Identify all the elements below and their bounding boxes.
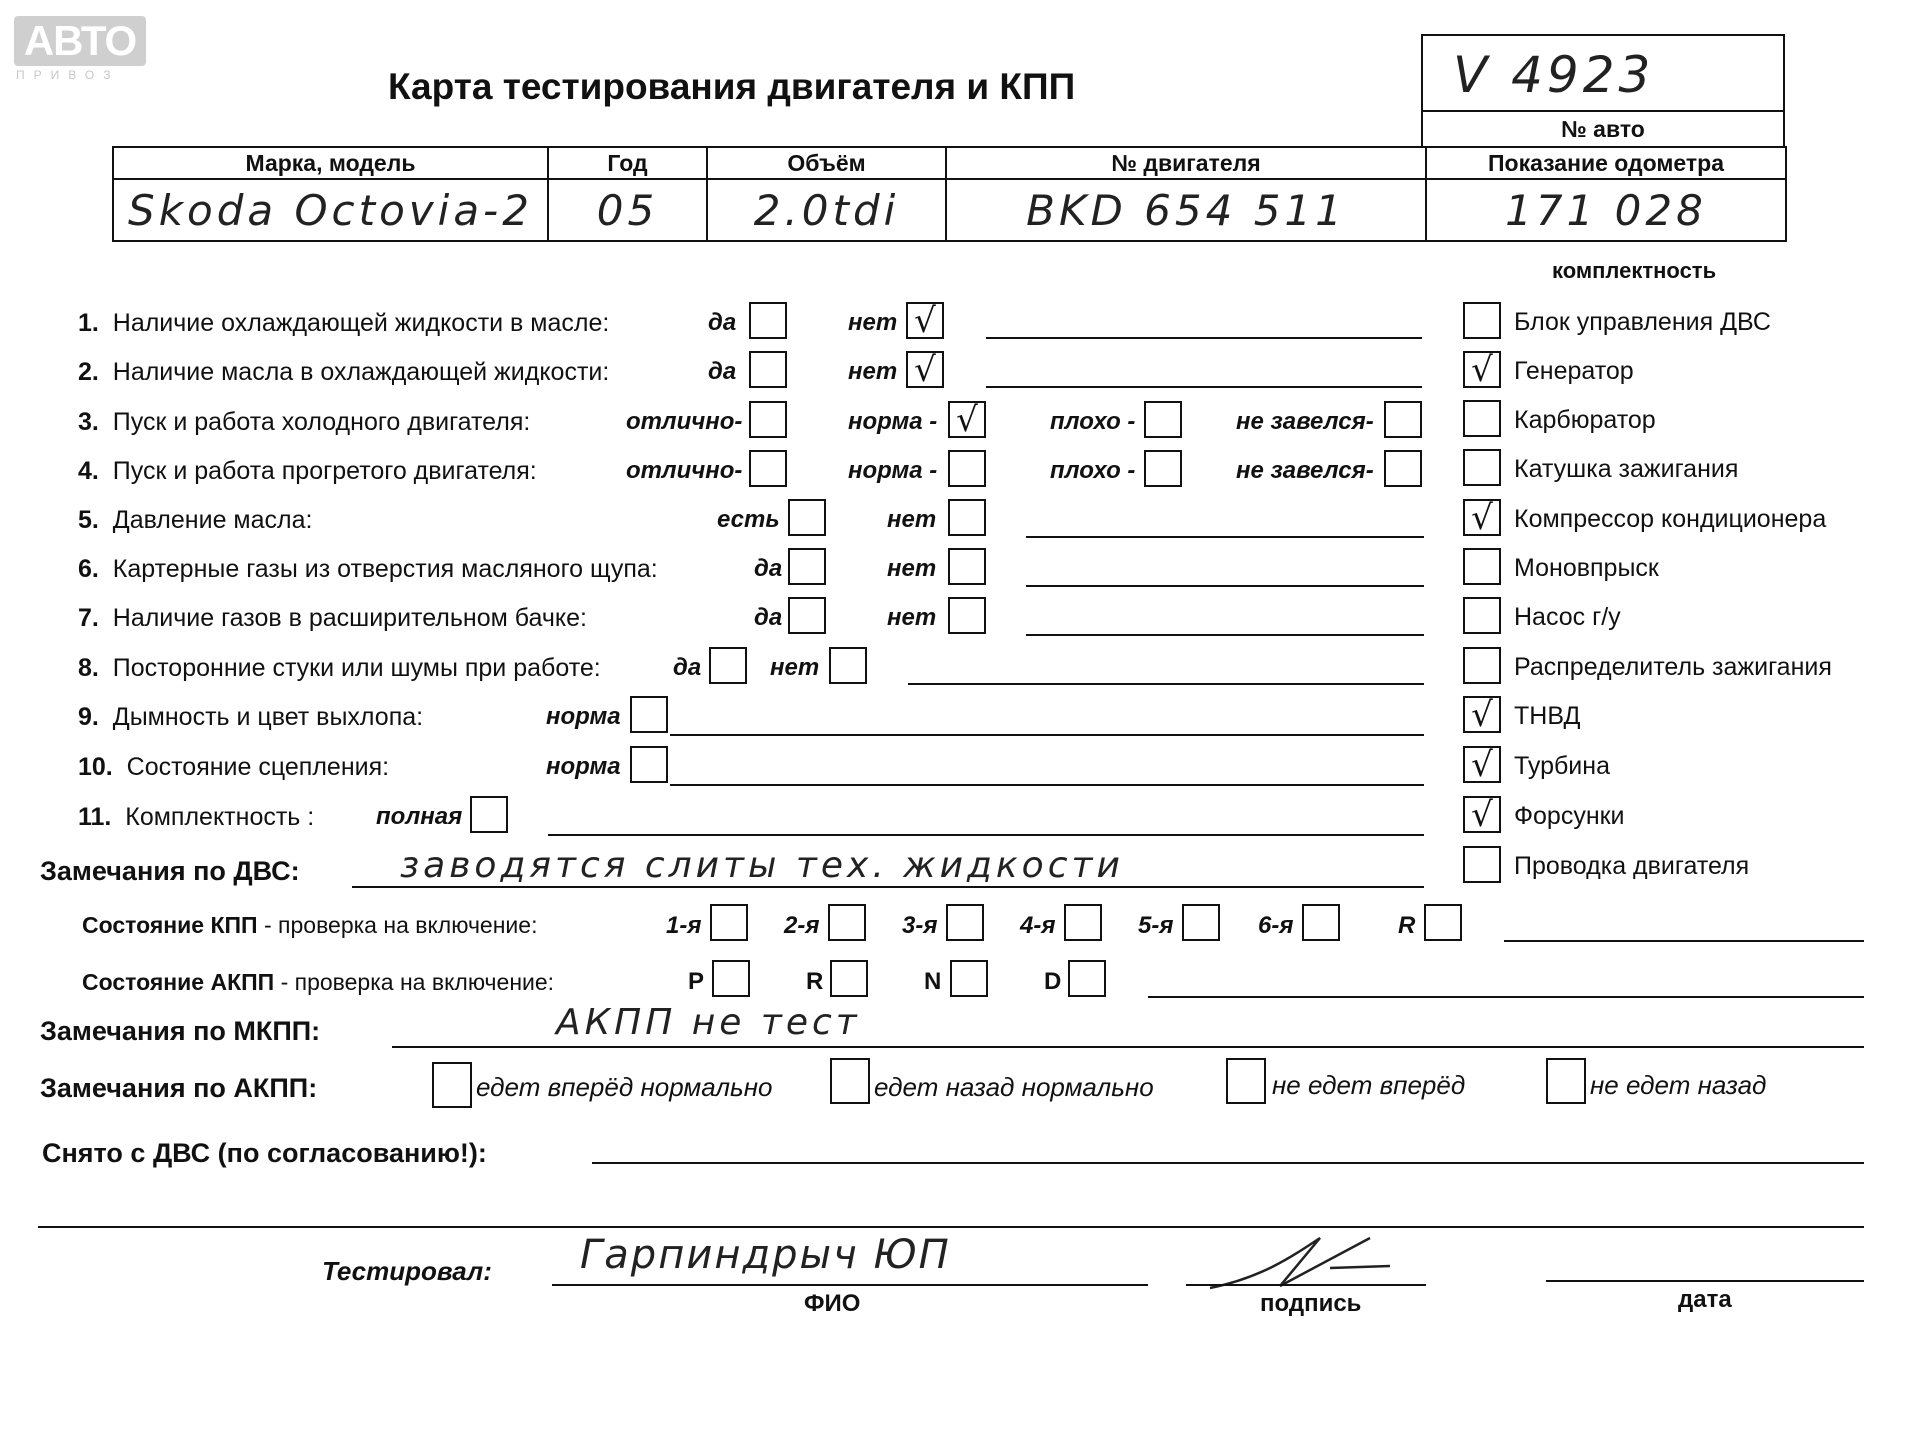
akpp-mode-label: D [1044,968,1062,995]
year-value: 05 [548,179,707,241]
check-row: 7. Наличие газов в расширительном бачке: [78,604,587,632]
check-row: 11. Комплектность : [78,803,315,831]
checkbox[interactable] [829,647,867,684]
option-label: норма [546,753,621,780]
gear-label: 6-я [1258,912,1294,939]
checkbox[interactable] [749,351,787,388]
option-label: есть [717,506,780,533]
option-label: плохо - [1050,408,1136,435]
gear-label: 1-я [666,912,702,939]
auto-number-value: V 4923 [1453,46,1655,104]
akpp-mode-checkbox[interactable] [950,960,988,997]
check-row: 5. Давление масла: [78,506,313,534]
kit-checkbox-checked[interactable]: √ [1463,796,1501,833]
option-label: нет [848,309,898,336]
akpp-mode-label: P [688,968,705,995]
brand-logo-subtitle: ПРИВОЗ [16,68,120,82]
checkbox[interactable] [948,548,986,585]
checkbox[interactable] [1384,450,1422,487]
kit-checkbox[interactable] [1463,548,1501,585]
kit-checkbox-checked[interactable]: √ [1463,746,1501,783]
gear-checkbox[interactable] [1424,904,1462,941]
kit-item: Форсунки [1514,802,1625,830]
akpp-mode-checkbox[interactable] [1068,960,1106,997]
kit-item: Блок управления ДВС [1514,308,1771,336]
check-row: 9. Дымность и цвет выхлопа: [78,703,424,731]
kit-checkbox[interactable] [1463,449,1501,486]
checkbox[interactable] [749,401,787,438]
gear-label: R [1398,912,1416,939]
col-header-odometer: Показание одометра [1426,147,1786,179]
kit-checkbox[interactable] [1463,647,1501,684]
volume-value: 2.0tdi [707,179,946,241]
kit-checkbox-checked[interactable]: √ [1463,696,1501,733]
option-label: нет [848,358,898,385]
akpp-remark-option: не едет назад [1590,1070,1767,1100]
gear-label: 5-я [1138,912,1174,939]
option-label: отлично- [626,408,743,435]
kit-checkbox-checked[interactable]: √ [1463,351,1501,388]
akpp-mode-checkbox[interactable] [712,960,750,997]
checkbox[interactable] [630,696,668,733]
checkbox[interactable] [948,450,986,487]
dvs-remarks-value: заводятся слиты тех. жидкости [400,845,1124,886]
gear-checkbox[interactable] [1182,904,1220,941]
kpp-label: Состояние КПП - проверка на включение: [82,912,538,938]
option-label: да [673,654,702,681]
gear-label: 3-я [902,912,938,939]
kit-checkbox[interactable] [1463,400,1501,437]
akpp-remark-checkbox[interactable] [1546,1058,1586,1104]
checkbox[interactable] [470,796,508,833]
model-value: Skoda Octovia-2 [113,179,548,241]
kit-checkbox-checked[interactable]: √ [1463,499,1501,536]
checkbox[interactable] [1144,401,1182,438]
option-label: нет [887,555,937,582]
tester-name: Гарпиндрыч ЮП [580,1232,951,1278]
kit-item: Карбюратор [1514,406,1656,434]
page-title: Карта тестирования двигателя и КПП [388,66,1076,107]
check-row: 6. Картерные газы из отверстия масляного щупа: [78,555,658,583]
dvs-remarks-label: Замечания по ДВС: [40,856,300,886]
kit-item: Генератор [1514,357,1634,385]
option-label: плохо - [1050,457,1136,484]
checkbox[interactable] [1384,401,1422,438]
tested-label: Тестировал: [322,1256,492,1286]
odometer-value: 171 028 [1426,179,1786,241]
mkpp-remarks-label: Замечания по МКПП: [40,1016,321,1046]
option-label: норма [546,703,621,730]
kit-checkbox[interactable] [1463,302,1501,339]
kit-item: ТНВД [1514,702,1581,730]
kit-item: Распределитель зажигания [1514,653,1832,681]
check-row: 4. Пуск и работа прогретого двигателя: [78,457,537,485]
date-caption: дата [1678,1286,1732,1313]
mkpp-remarks-value: АКПП не тест [556,1002,861,1043]
col-header-volume: Объём [707,147,946,179]
gear-label: 2-я [784,912,820,939]
checkbox-checked[interactable]: √ [906,302,944,339]
check-row: 10. Состояние сцепления: [78,753,390,781]
checkbox[interactable] [788,548,826,585]
akpp-remark-option: едет назад нормально [874,1072,1154,1102]
akpp-remark-checkbox[interactable] [830,1058,870,1104]
kit-item: Компрессор кондиционера [1514,505,1827,533]
checkbox[interactable] [630,746,668,783]
gear-checkbox[interactable] [710,904,748,941]
checkbox[interactable] [749,450,787,487]
checkbox[interactable] [948,597,986,634]
check-row: 8. Посторонние стуки или шумы при работе: [78,654,601,682]
akpp-remark-option: едет вперёд нормально [476,1072,773,1102]
gear-checkbox[interactable] [946,904,984,941]
vehicle-info-table [112,146,1787,242]
checkbox[interactable] [709,647,747,684]
gear-checkbox[interactable] [1064,904,1102,941]
check-row: 2. Наличие масла в охлаждающей жидкости: [78,358,610,386]
akpp-remark-checkbox[interactable] [1226,1058,1266,1104]
checkbox-checked[interactable]: √ [906,351,944,388]
akpp-mode-checkbox[interactable] [830,960,868,997]
checkbox[interactable] [948,499,986,536]
option-label: да [708,309,737,336]
option-label: да [708,358,737,385]
kit-title: комплектность [1552,258,1717,283]
gear-checkbox[interactable] [1302,904,1340,941]
option-label: полная [376,803,463,830]
option-label: норма - [848,457,938,484]
check-row: 3. Пуск и работа холодного двигателя: [78,408,531,436]
kit-item: Катушка зажигания [1514,455,1739,483]
kit-item: Турбина [1514,752,1610,780]
check-row: 1. Наличие охлаждающей жидкости в масле: [78,309,610,337]
akpp-mode-label: N [924,968,942,995]
option-label: норма - [848,408,938,435]
kit-item: Моновпрыск [1514,554,1659,582]
col-header-year: Год [548,147,707,179]
option-label: нет [887,604,937,631]
signature-scribble [1200,1228,1400,1298]
akpp-remark-option: не едет вперёд [1272,1070,1466,1100]
kit-checkbox[interactable] [1463,597,1501,634]
sign-caption: подпись [1260,1290,1362,1317]
kit-item: Насос г/у [1514,603,1621,631]
option-label: да [754,555,783,582]
fio-caption: ФИО [804,1290,861,1317]
gear-label: 4-я [1020,912,1056,939]
akpp-remark-checkbox[interactable] [432,1062,472,1108]
akpp-mode-label: R [806,968,824,995]
option-label: да [754,604,783,631]
option-label: не завелся- [1236,457,1374,484]
engine-number-value: BKD 654 511 [946,179,1426,241]
akpp-remarks-label: Замечания по АКПП: [40,1073,318,1103]
option-label: нет [770,654,820,681]
option-label: отлично- [626,457,743,484]
col-header-model: Марка, модель [113,147,548,179]
checkbox[interactable] [1144,450,1182,487]
removed-label: Снято с ДВС (по согласованию!): [42,1138,487,1168]
checkbox[interactable] [788,499,826,536]
gear-checkbox[interactable] [828,904,866,941]
option-label: не завелся- [1236,408,1374,435]
kit-item: Проводка двигателя [1514,852,1750,880]
checkbox[interactable] [749,302,787,339]
option-label: нет [887,506,937,533]
brand-logo: АВТО [14,16,146,66]
checkbox-checked[interactable]: √ [948,401,986,438]
akpp-label: Состояние АКПП - проверка на включение: [82,969,555,995]
col-header-engine-number: № двигателя [946,147,1426,179]
auto-number-label: № авто [1561,116,1645,142]
auto-number-box [1421,34,1785,148]
kit-checkbox[interactable] [1463,846,1501,883]
checkbox[interactable] [788,597,826,634]
